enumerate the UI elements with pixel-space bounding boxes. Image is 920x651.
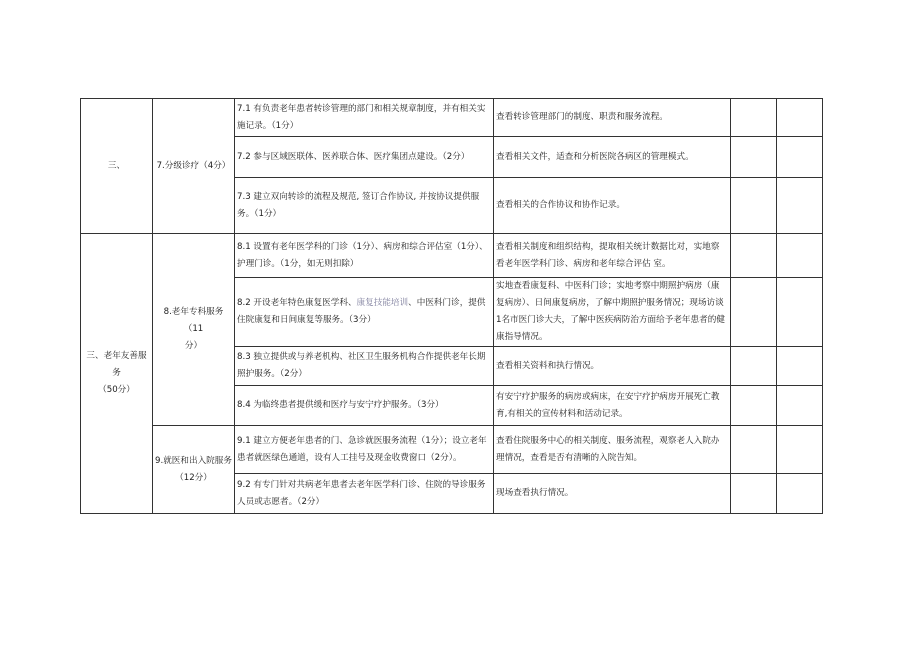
remark-cell — [777, 178, 823, 234]
remark-cell — [777, 386, 823, 426]
table-row — [81, 426, 823, 474]
method-cell: 实地查看康复科、中医科门诊；实地考察中期照护病房（康复病房）、日间康复病房，了解中期照护服务情况；现场访谈1名市医门诊大夫，了解中医疾病防治方面给予老年患者的健康指导情况。 — [494, 278, 731, 347]
table-row — [81, 234, 823, 278]
item-number: 9.2 — [237, 479, 251, 490]
method-cell: 查看相关的合作协议和协作记录。 — [494, 178, 731, 234]
method-cell: 查看住院服务中心的相关制度、服务流程，观察老人入院办理情况，查看是否有清晰的入院告知。 — [494, 426, 731, 474]
method-cell: 查看相关制度和组织结构，提取相关统计数据比对，实地察看老年医学科门诊、病房和老年综合评估 室。 — [494, 234, 731, 278]
item-number: 7.3 — [237, 191, 251, 202]
remark-cell — [777, 278, 823, 347]
item-number: 8.3 — [237, 352, 251, 362]
group-label-cont: （12分） — [175, 472, 212, 483]
item-cell — [235, 474, 494, 514]
score-cell — [731, 474, 777, 514]
item-text-a: 开设老年特色康复医学科、 — [253, 298, 357, 308]
category-label: 三、老年友善服务 — [86, 351, 147, 378]
group-cell-8 — [153, 234, 235, 426]
method-cell: 有安宁疗护服务的病房或病床，在安宁疗护病房开展死亡教育,有相关的宣传材料和活动记录。 — [494, 386, 731, 426]
category-cell — [81, 234, 153, 514]
score-cell — [731, 347, 777, 386]
item-text-highlight: 康复技能培训 — [356, 298, 409, 308]
remark-cell — [777, 99, 823, 137]
table-row — [81, 99, 823, 137]
item-cell — [235, 178, 494, 234]
item-text: 建立双向转诊的流程及规范, 签订合作协议, 并按协议提供服务。（1分） — [237, 191, 480, 219]
item-cell — [235, 347, 494, 386]
score-cell — [731, 278, 777, 347]
item-number: 7.1 — [237, 103, 251, 114]
remark-cell — [777, 474, 823, 514]
item-cell — [235, 386, 494, 426]
remark-cell — [777, 347, 823, 386]
item-text: 设置有老年医学科的门诊（1分）、病房和综合评估室（1分）、护理门诊。（1分，如无则扣除） — [237, 241, 488, 269]
item-number: 7.2 — [237, 151, 251, 162]
item-text-b: 、中医科门诊，提供住院康复和日间康复等服务。（3分） — [237, 298, 486, 325]
method-cell: 现场查看执行情况。 — [494, 474, 731, 514]
group-label: 7.分级诊疗（4分） — [156, 160, 231, 171]
score-cell — [731, 386, 777, 426]
category-label: 三、 — [107, 160, 126, 171]
remark-cell — [777, 137, 823, 178]
item-text: 独立提供或与养老机构、社区卫生服务机构合作提供老年长期照护服务。（2分） — [237, 352, 486, 379]
category-score: （50分） — [98, 385, 135, 395]
item-text: 有负责老年患者转诊管理的部门和相关规章制度，并有相关实施记录。（1分） — [237, 103, 486, 131]
item-number: 8.4 — [237, 400, 251, 410]
group-label: 8.老年专科服务（11 — [163, 307, 224, 334]
category-cell — [81, 99, 153, 234]
group-cell-7 — [153, 99, 235, 234]
score-cell — [731, 99, 777, 137]
method-cell: 查看转诊管理部门的制度、职责和服务流程。 — [494, 99, 731, 137]
item-cell — [235, 234, 494, 278]
method-cell: 查看相关资料和执行情况。 — [494, 347, 731, 386]
group-label: 9.就医和出入院服务 — [155, 455, 232, 466]
item-cell — [235, 426, 494, 474]
item-cell — [235, 99, 494, 137]
remark-cell — [777, 426, 823, 474]
score-cell — [731, 234, 777, 278]
item-number: 8.1 — [237, 241, 251, 252]
item-text: 参与区域医联体、医养联合体、医疗集团点建设。（2分） — [253, 151, 470, 162]
remark-cell — [777, 234, 823, 278]
item-number: 9.1 — [237, 435, 251, 446]
score-cell — [731, 137, 777, 178]
item-number: 8.2 — [237, 298, 251, 308]
item-text: 建立方便老年患者的门、急诊就医服务流程（1分）；设立老年患者就医绿色通道，设有人工挂号及现金收费窗口（2分）。 — [237, 435, 487, 463]
item-cell — [235, 137, 494, 178]
method-cell: 查看相关文件，适查和分析医院各病区的管理模式。 — [494, 137, 731, 178]
group-cell-9 — [153, 426, 235, 514]
score-cell — [731, 178, 777, 234]
score-cell — [731, 426, 777, 474]
group-label-cont: 分） — [184, 341, 203, 351]
item-text: 有专门针对共病老年患者去老年医学科门诊、住院的导诊服务人员或志愿者。（2分） — [237, 479, 486, 507]
item-text: 为临终患者提供缓和医疗与安宁疗护服务。（3分） — [253, 400, 444, 410]
item-cell — [235, 278, 494, 347]
criteria-table — [80, 98, 823, 514]
